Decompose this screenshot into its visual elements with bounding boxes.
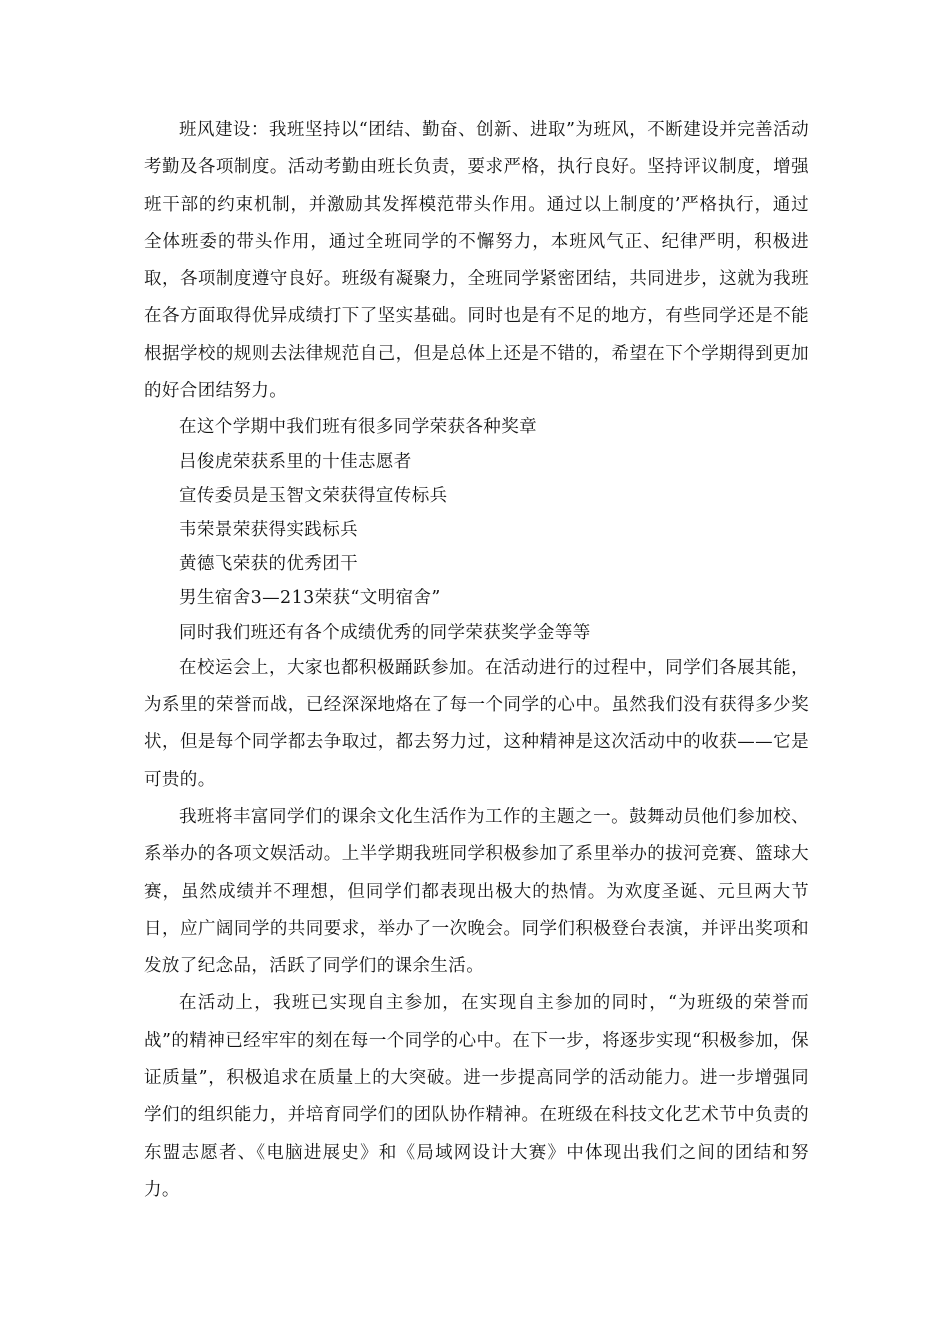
award-line: 黄德飞荣获的优秀团干 bbox=[179, 554, 358, 575]
award-line: 宣传委员是玉智文荣获得宣传标兵 bbox=[179, 485, 448, 506]
sports-meet-paragraph: 在校运会上，大家也都积极踊跃参加。在活动进行的过程中，同学们各展其能，为系里的荣誉而战，已经深深地烙在了每一个同学的心中。虽然我们没有获得多少奖状，但是每个同学都去争取过，都去努力过，这种精神是这次活动中的收获——它是可贵的。 bbox=[144, 657, 809, 790]
award-line: 韦荣景荣获得实践标兵 bbox=[179, 519, 358, 540]
activity-paragraph: 在活动上，我班已实现自主参加，在实现自主参加的同时，“为班级的荣誉而战”的精神已经牢牢的刻在每一个同学的心中。在下一步，将逐步实现“积极参加，保证质量”，积极追求在质量上的大突破。进一步提高同学的活动能力。进一步增强同学们的组织能力，并培育同学们的团队协作精神。在班级在科技文化艺术节中负责的东盟志愿者、《电脑进展史》和《局域网设计大赛》中体现出我们之间的团结和努力。 bbox=[144, 993, 809, 1200]
document-body bbox=[144, 112, 809, 1209]
award-line: 男生宿舍3—213荣获“文明宿舍” bbox=[179, 588, 441, 609]
award-line: 吕俊虎荣获系里的十佳志愿者 bbox=[179, 451, 412, 472]
culture-life-paragraph: 我班将丰富同学们的课余文化生活作为工作的主题之一。鼓舞动员他们参加校、系举办的各项文娱活动。上半学期我班同学积极参加了系里举办的拔河竞赛、篮球大赛，虽然成绩并不理想，但同学们都表现出极大的热情。为欢度圣诞、元旦两大节日，应广阔同学的共同要求，举办了一次晚会。同学们积极登台表演，并评出奖项和发放了纪念品，活跃了同学们的课余生活。 bbox=[144, 806, 809, 977]
awards-closing-line: 同时我们班还有各个成绩优秀的同学荣获奖学金等等 bbox=[179, 622, 591, 643]
class-style-paragraph: 班风建设：我班坚持以“团结、勤奋、创新、进取”为班风，不断建设并完善活动考勤及各项制度。活动考勤由班长负责，要求严格，执行良好。坚持评议制度，增强班干部的约束机制，并激励其发挥模范带头作用。通过以上制度的’严格执行，通过全体班委的带头作用，通过全班同学的不懈努力，本班风气正、纪律严明，积极进取，各项制度遵守良好。班级有凝聚力，全班同学紧密团结，共同进步，这就为我班在各方面取得优异成绩打下了坚实基础。同时也是有不足的地方，有些同学还是不能根据学校的规则去法律规范自己，但是总体上还是不错的，希望在下个学期得到更加的好合团结努力。 bbox=[144, 120, 809, 402]
awards-intro-line: 在这个学期中我们班有很多同学荣获各种奖章 bbox=[179, 417, 537, 438]
awards-list bbox=[144, 410, 809, 649]
